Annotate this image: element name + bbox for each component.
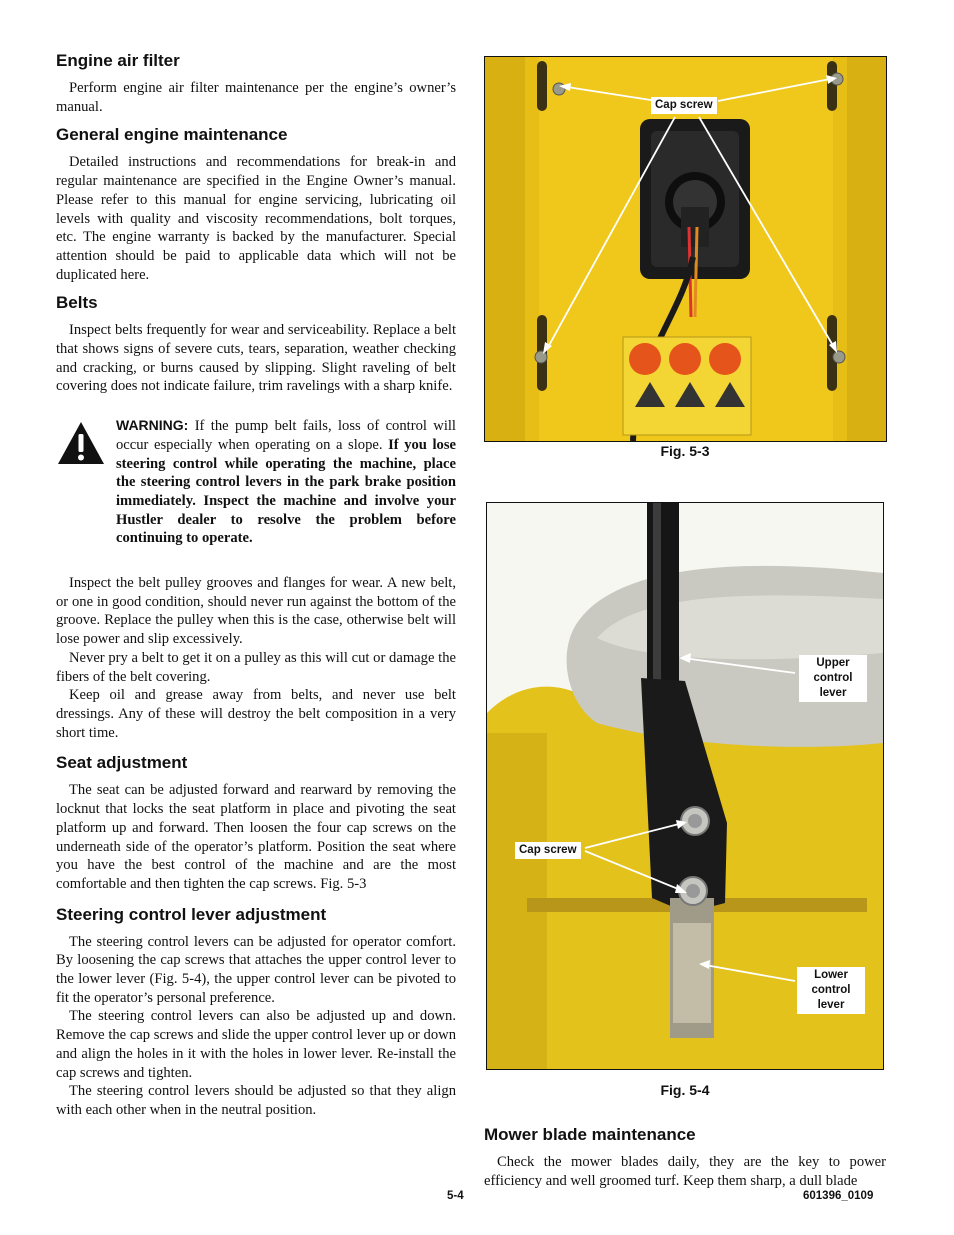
heading-air-filter: Engine air filter (56, 51, 180, 70)
para-general: Detailed instructions and recommendations for break-in and regular maintenance are specified in the Engine Owner’s manual. Please refer to this manual for engine servicing, lubricating oil levels with quality and viscosity recommendations, bolt torques, etc. The engine warranty is backed by the manufacturer. Special attention should be paid to applicable data which will not be duplicated here. (56, 154, 456, 283)
footer-doc-number: 601396_0109 (803, 1190, 874, 1202)
caption-fig-5-3: Fig. 5-3 (660, 443, 710, 459)
heading-belts: Belts (56, 293, 98, 313)
heading-general: General engine maintenance (56, 125, 288, 145)
para-seat: The seat can be adjusted forward and rearward by removing the locknut that locks the seat platform in place and pivoting the seat platform up and forward. Then loosen the four cap screws on the underneath side of the operator’s platform. Position the seat where you have the best control of the machine and are the most comfortable and then tighten the cap screws. Fig. 5-3 (56, 782, 456, 892)
section-belts (56, 292, 456, 742)
warning-text: If the pump belt fails, loss of control will occur especially when operating on a slope. (116, 418, 456, 453)
heading-mower: Mower blade maintenance (484, 1125, 696, 1144)
callout-upper-control-lever: Upper control lever (799, 655, 867, 702)
para-steering-3: The steering control levers should be adjusted so that they align with each other when in the neutral position. (56, 1083, 456, 1118)
para-mower: Check the mower blades daily, they are the key to power efficiency and well groomed turf. Keep them sharp, a dull blade (484, 1154, 886, 1189)
seat-platform-illustration (485, 57, 886, 441)
left-column (56, 50, 456, 1128)
section-seat (56, 752, 456, 893)
heading-steering: Steering control lever adjustment (56, 904, 327, 924)
para-belts-1: Inspect belts frequently for wear and serviceability. Replace a belt that shows signs of severe cuts, tears, separation, weather checking and cracking, or burns caused by slipping. Slight raveling of belt covering does not indicate failure, trim ravelings with a sharp knife. (56, 322, 456, 395)
warning-block (56, 416, 456, 548)
heading-seat: Seat adjustment (56, 753, 188, 773)
section-mower (484, 1124, 886, 1190)
section-air-filter (56, 50, 456, 116)
para-steering-1: The steering control levers can be adjusted for operator comfort. By loosening the cap screws that attaches the upper control lever to the lower lever (Fig. 5-4), the upper control lever can be pivoted to fit the operator’s personal preference. (56, 933, 456, 1006)
warning-icon (56, 420, 106, 466)
section-general (56, 124, 456, 284)
para-belts-2: Inspect the belt pulley grooves and flanges for wear. A new belt, or one in good condition, should never run against the bottom of the groove. Replace the pulley when this is the case, otherwise belt will lose power and slip excessively. (56, 575, 456, 648)
callout-lower-control-lever: Lower control lever (797, 967, 865, 1014)
warning-bold-text: If you lose steering control while operating the machine, place the steering control levers in the park brake position immediately. Inspect the machine and involve your Hustler dealer to resolve the problem before continuing to operate. (116, 436, 456, 547)
para-air-filter: Perform engine air filter maintenance per the engine’s owner’s manual. (56, 80, 456, 115)
callout-cap-screw-fig4: Cap screw (515, 842, 581, 859)
para-steering-2: The steering control levers can also be adjusted up and down. Remove the cap screws and slide the upper control lever up or down and align the holes in it with the holes in lower lever. Re-install the cap screws and tighten. (56, 1008, 456, 1081)
caption-fig-5-4: Fig. 5-4 (660, 1082, 710, 1098)
callout-cap-screw-fig3: Cap screw (651, 97, 717, 114)
para-belts-4: Keep oil and grease away from belts, and never use belt dressings. Any of these will destroy the belt composition in a very short time. (56, 687, 456, 741)
warning-label: WARNING: (116, 417, 189, 434)
para-belts-3: Never pry a belt to get it on a pulley as this will cut or damage the fibers of the belt covering. (56, 649, 456, 685)
section-steering (56, 904, 456, 1120)
figure-5-3-photo (484, 56, 887, 442)
right-column (484, 56, 886, 1190)
figure-5-4-photo (486, 502, 884, 1070)
footer-page-number: 5-4 (447, 1190, 464, 1202)
